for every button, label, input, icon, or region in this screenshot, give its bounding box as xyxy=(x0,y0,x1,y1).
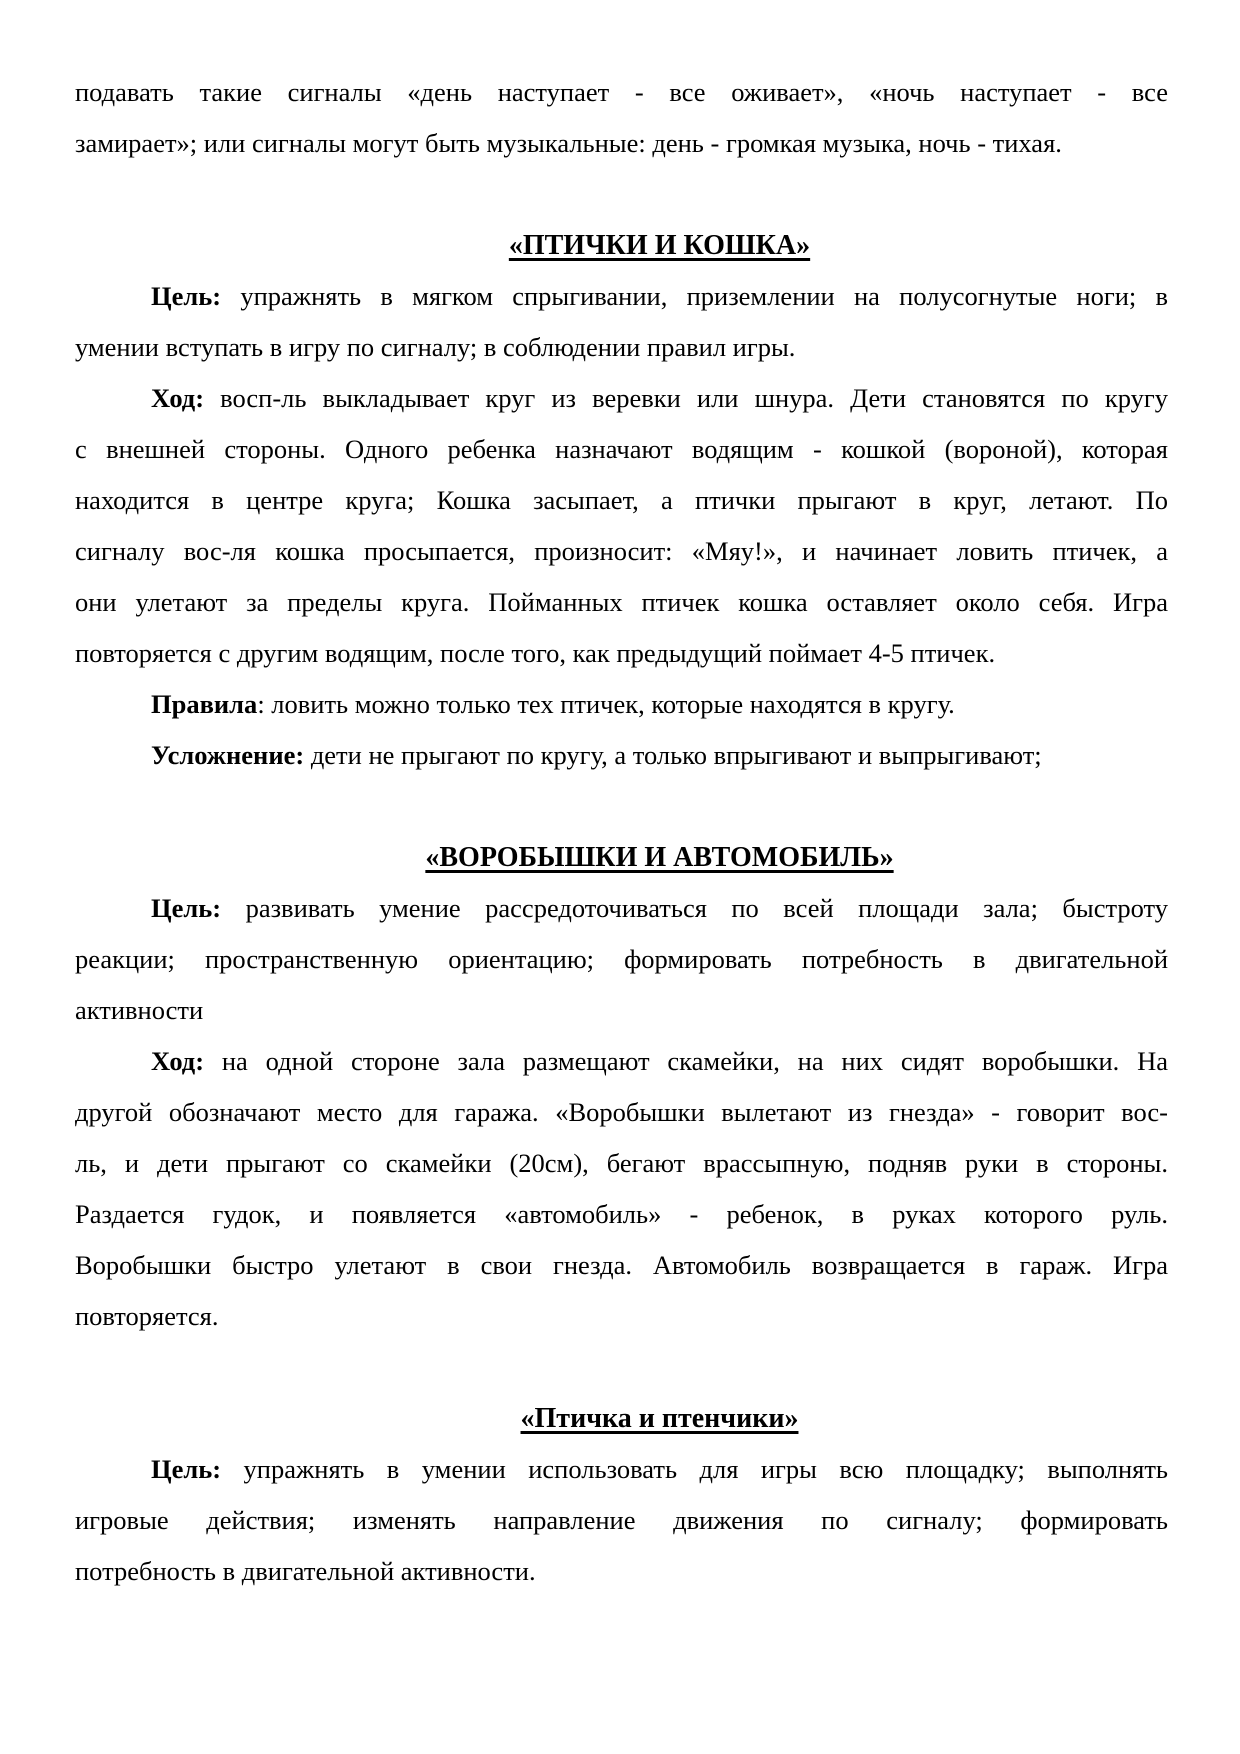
paragraph-line xyxy=(75,730,1168,781)
paragraph-line xyxy=(75,373,1168,424)
paragraph-line xyxy=(75,679,1168,730)
section-spacer xyxy=(75,169,1168,220)
paragraph-text: упражнять в мягком спрыгивании, приземлении на полусогнутые ноги; в xyxy=(221,281,1168,311)
paragraph-text: упражнять в умении использовать для игры всю площадку; выполнять xyxy=(221,1454,1168,1484)
section-title: «ПТИЧКИ И КОШКА» xyxy=(508,230,811,261)
paragraph-line: другой обозначают место для гаража. «Воробышки вылетают из гнезда» - говорит вос- xyxy=(75,1097,1168,1127)
paragraph-label: Цель: xyxy=(151,893,222,923)
paragraph-line xyxy=(75,883,1168,934)
paragraph-label: Правила xyxy=(151,689,258,719)
paragraph-label: Ход: xyxy=(151,383,205,413)
paragraph-line: потребность в двигательной активности. xyxy=(75,1556,536,1586)
paragraph-text: восп-ль выкладывает круг из веревки или шнура. Дети становятся по кругу xyxy=(204,383,1168,413)
paragraph-line: с внешней стороны. Одного ребенка назначают водящим - кошкой (вороной), которая xyxy=(75,434,1168,464)
paragraph-label: Усложнение: xyxy=(151,740,305,770)
document-page xyxy=(75,67,1168,1597)
paragraph-text: на одной стороне зала размещают скамейки, на них сидят воробышки. На xyxy=(204,1046,1168,1076)
paragraph-line xyxy=(75,271,1168,322)
paragraph-line: умении вступать в игру по сигналу; в соблюдении правил игры. xyxy=(75,332,796,362)
paragraph-label: Цель: xyxy=(151,281,222,311)
section-title: «ВОРОБЫШКИ И АВТОМОБИЛЬ» xyxy=(425,842,894,873)
section-spacer xyxy=(75,781,1168,832)
paragraph-line: повторяется с другим водящим, после того, как предыдущий поймает 4-5 птичек. xyxy=(75,638,996,668)
paragraph-line xyxy=(75,1036,1168,1087)
paragraph-line: Воробышки быстро улетают в свои гнезда. Автомобиль возвращается в гараж. Игра xyxy=(75,1250,1168,1280)
paragraph-text: : ловить можно только тех птичек, которые находятся в кругу. xyxy=(257,689,955,719)
paragraph-label: Ход: xyxy=(151,1046,205,1076)
paragraph-label: Цель: xyxy=(151,1454,222,1484)
intro-line: подавать такие сигналы «день наступает - все оживает», «ночь наступает - все xyxy=(75,77,1168,107)
paragraph-line: сигналу вос-ля кошка просыпается, произносит: «Мяу!», и начинает ловить птичек, а xyxy=(75,536,1168,566)
paragraph-line: игровые действия; изменять направление движения по сигналу; формировать xyxy=(75,1505,1168,1535)
paragraph-line: реакции; пространственную ориентацию; формировать потребность в двигательной xyxy=(75,944,1168,974)
paragraph-text: дети не прыгают по кругу, а только впрыгивают и выпрыгивают; xyxy=(304,740,1042,770)
paragraph-line: находится в центре круга; Кошка засыпает, а птички прыгают в круг, летают. По xyxy=(75,485,1168,515)
paragraph-text: развивать умение рассредоточиваться по всей площади зала; быстроту xyxy=(221,893,1168,923)
paragraph-line xyxy=(75,1444,1168,1495)
section-title: «Птичка и птенчики» xyxy=(520,1403,799,1434)
intro-line: замирает»; или сигналы могут быть музыкальные: день - громкая музыка, ночь - тихая. xyxy=(75,128,1062,158)
paragraph-line: они улетают за пределы круга. Пойманных птичек кошка оставляет около себя. Игра xyxy=(75,587,1168,617)
paragraph-line: Раздается гудок, и появляется «автомобиль» - ребенок, в руках которого руль. xyxy=(75,1199,1168,1229)
paragraph-line: активности xyxy=(75,995,204,1025)
paragraph-line: повторяется. xyxy=(75,1301,219,1331)
paragraph-line: ль, и дети прыгают со скамейки (20см), бегают врассыпную, подняв руки в стороны. xyxy=(75,1148,1168,1178)
section-spacer xyxy=(75,1342,1168,1393)
